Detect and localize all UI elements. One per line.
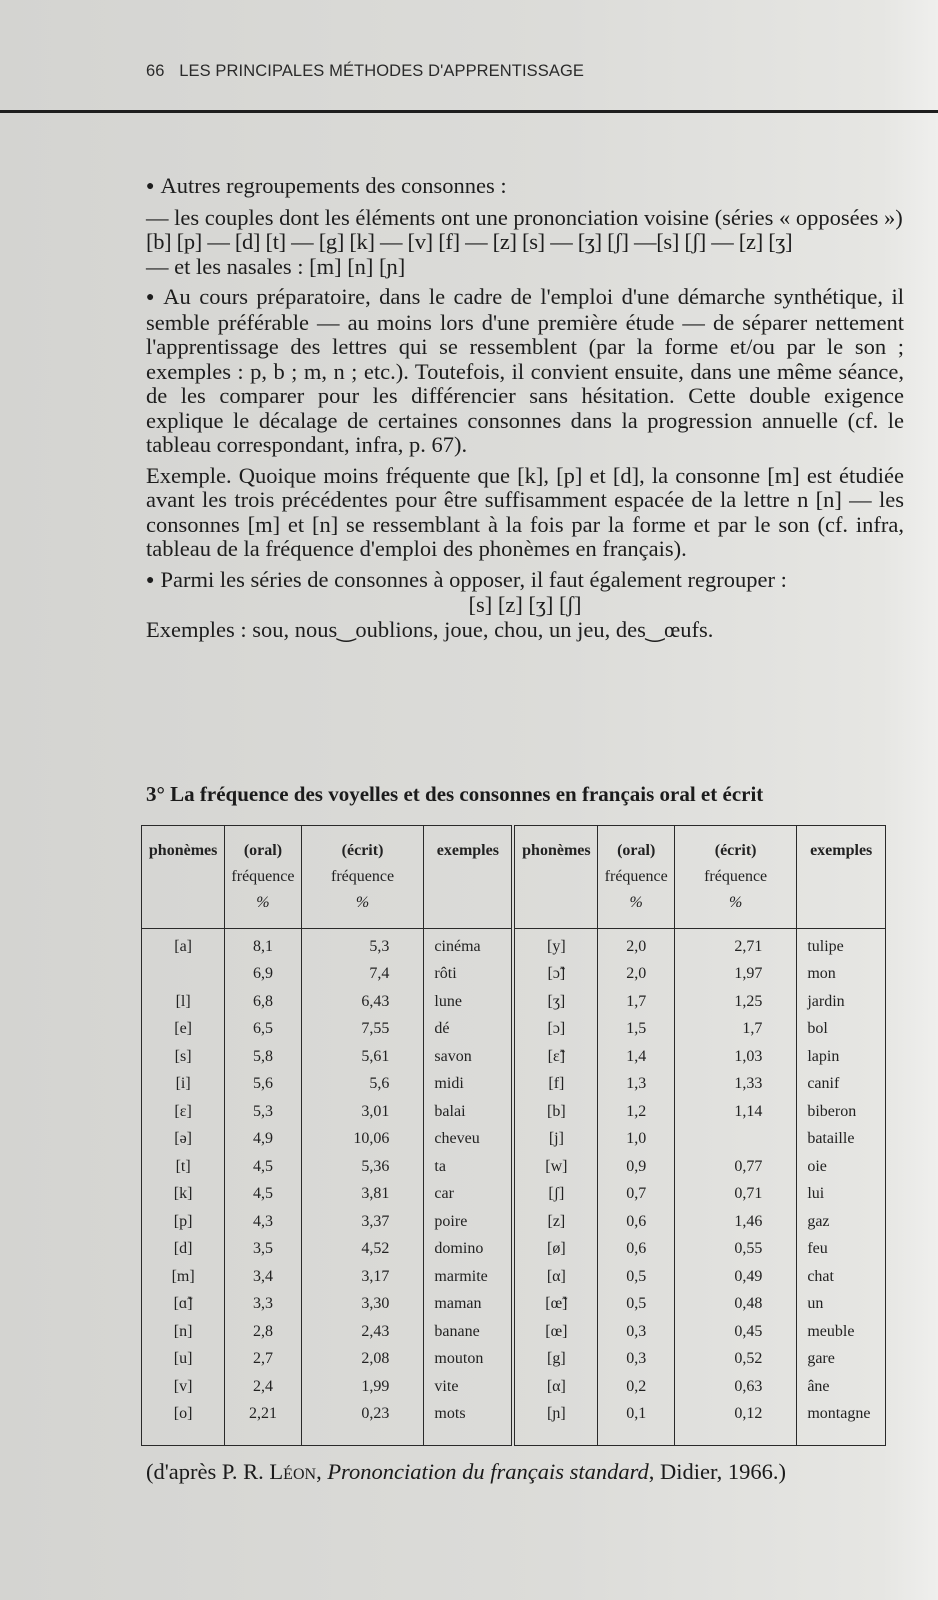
written-frequency-cell: 0,12 [674,1401,796,1446]
phoneme-cell: [u] [142,1346,225,1374]
example-cell: montagne [797,1401,886,1446]
page-number: 66 [146,62,165,80]
phoneme-cell: [s] [142,1043,225,1071]
written-frequency-cell: 2,71 [674,929,796,961]
example-cell: vite [424,1373,513,1401]
table-row [142,1401,886,1446]
phoneme-cell: [ʒ] [513,988,598,1016]
oral-frequency-cell: 1,2 [598,1098,674,1126]
example-cell: oie [797,1153,886,1181]
example-cell: mouton [424,1346,513,1374]
written-frequency-cell: 1,33 [674,1071,796,1099]
table-header-row [142,826,886,929]
citation-prefix: (d'après P. R. [146,1459,270,1484]
example-cell: cinéma [424,929,513,961]
bullet-icon: ● [146,179,155,194]
example-cell: midi [424,1071,513,1099]
header-exemples: exemples [797,826,886,929]
phoneme-cell: [k] [142,1181,225,1209]
oral-frequency-cell: 2,0 [598,961,674,989]
phoneme-cell: [t] [142,1153,225,1181]
oral-frequency-cell: 0,5 [598,1263,674,1291]
table-row [142,1236,886,1264]
oral-frequency-cell: 6,5 [225,1016,301,1044]
oral-frequency-cell: 5,6 [225,1071,301,1099]
oral-frequency-cell: 0,6 [598,1208,674,1236]
written-frequency-cell: 2,43 [301,1318,424,1346]
example-cell: savon [424,1043,513,1071]
header-oral: (oral) fréquence % [225,826,301,929]
paragraph-exemples: Exemples : sou, nous‿oublions, joue, chou, un jeu, des‿œufs. [146,616,714,642]
header-exemples: exemples [424,826,513,929]
phoneme-cell: [α] [513,1373,598,1401]
oral-frequency-cell: 6,9 [225,961,301,989]
written-frequency-cell: 2,08 [301,1346,424,1374]
example-cell: domino [424,1236,513,1264]
paragraph-cours-preparatoire [146,285,904,458]
table-row [142,1318,886,1346]
example-cell: banane [424,1318,513,1346]
oral-frequency-cell: 3,4 [225,1263,301,1291]
oral-frequency-cell: 8,1 [225,929,301,961]
example-cell: âne [797,1373,886,1401]
oral-frequency-cell: 3,3 [225,1291,301,1319]
oral-frequency-cell: 0,3 [598,1318,674,1346]
bullet-icon: ● [146,290,158,305]
example-cell: bataille [797,1126,886,1154]
table-row [142,1098,886,1126]
example-cell: gaz [797,1208,886,1236]
phoneme-cell: [e] [142,1016,225,1044]
oral-frequency-cell: 1,4 [598,1043,674,1071]
phoneme-cell: [z] [513,1208,598,1236]
table-row [142,1071,886,1099]
table-row [142,1208,886,1236]
text: Au cours préparatoire, dans le cadre de l'emploi d'une démarche synthétique, il semble préférable — au moins lors d'une première étude — de séparer nettement l'apprentissage des lettres qui se ressemblent (par la forme et/ou par le son ; exemples : p, b ; m, n ; etc.). Toutefois, il convient ensuite, dans une même séance, de les comparer pour les différencier sans hésitation. Cette double exigence explique le décalage de certaines consonnes dans la progression annuelle (cf. le tableau correspondant, infra, p. 67). [146,284,904,457]
example-cell: feu [797,1236,886,1264]
text: Autres regroupements des consonnes : [160,173,507,198]
phoneme-cell: [v] [142,1373,225,1401]
phoneme-cell: [α] [513,1263,598,1291]
written-frequency-cell: 7,4 [301,961,424,989]
oral-frequency-cell: 2,4 [225,1373,301,1401]
header-oral: (oral) fréquence % [598,826,674,929]
written-frequency-cell: 7,55 [301,1016,424,1044]
phoneme-cell: [ɔ̃] [513,961,598,989]
phoneme-cell: [i] [142,1071,225,1099]
header-ecrit: (écrit) fréquence % [674,826,796,929]
phoneme-cell: [œ̃] [513,1291,598,1319]
consonant-series: [s] [z] [ʒ] [ʃ] [468,592,582,617]
header-phonemes: phonèmes [513,826,598,929]
phoneme-cell: [p] [142,1208,225,1236]
citation-sep: , [316,1459,328,1484]
phoneme-cell: [a] [142,929,225,961]
example-cell: jardin [797,988,886,1016]
written-frequency-cell: 3,37 [301,1208,424,1236]
example-cell: maman [424,1291,513,1319]
phoneme-cell: [d] [142,1236,225,1264]
phoneme-cell: [f] [513,1071,598,1099]
table-row [142,961,886,989]
phoneme-cell: [y] [513,929,598,961]
oral-frequency-cell: 1,7 [598,988,674,1016]
written-frequency-cell: 1,14 [674,1098,796,1126]
header-phonemes: phonèmes [142,826,225,929]
written-frequency-cell: 1,25 [674,988,796,1016]
example-cell: ta [424,1153,513,1181]
oral-frequency-cell: 2,8 [225,1318,301,1346]
header-rule [0,110,938,113]
phoneme-cell: [g] [513,1346,598,1374]
phoneme-cell: [ɔ] [513,1016,598,1044]
example-cell: lune [424,988,513,1016]
example-cell: dé [424,1016,513,1044]
paragraph-nasales: — et les nasales : [m] [n] [ɲ] [146,253,406,279]
table-row [142,1373,886,1401]
citation-author: Léon [269,1459,317,1484]
phoneme-cell: [n] [142,1318,225,1346]
header-ecrit: (écrit) fréquence % [301,826,424,929]
written-frequency-cell: 3,30 [301,1291,424,1319]
example-cell: tulipe [797,929,886,961]
written-frequency-cell: 1,97 [674,961,796,989]
bullet-icon: ● [146,572,155,588]
written-frequency-cell: 1,46 [674,1208,796,1236]
written-frequency-cell: 0,48 [674,1291,796,1319]
citation-suffix: , Didier, 1966.) [648,1459,786,1484]
table-row [142,1346,886,1374]
written-frequency-cell: 3,81 [301,1181,424,1209]
oral-frequency-cell: 0,6 [598,1236,674,1264]
table-row [142,1153,886,1181]
oral-frequency-cell: 4,5 [225,1153,301,1181]
paragraph-couples: — les couples dont les éléments ont une prononciation voisine (séries « opposées ») [146,204,903,230]
written-frequency-cell: 5,36 [301,1153,424,1181]
oral-frequency-cell: 2,7 [225,1346,301,1374]
written-frequency-cell: 0,23 [301,1401,424,1446]
paragraph-regroupements [146,174,904,200]
example-cell: meuble [797,1318,886,1346]
phoneme-cell: [l] [142,988,225,1016]
citation-work: Prononciation du français standard [327,1459,649,1484]
example-cell: marmite [424,1263,513,1291]
table-row [142,1263,886,1291]
example-cell: lui [797,1181,886,1209]
example-cell: un [797,1291,886,1319]
phoneme-cell: [ɛ̃] [513,1043,598,1071]
oral-frequency-cell: 5,8 [225,1043,301,1071]
written-frequency-cell: 0,63 [674,1373,796,1401]
written-frequency-cell: 1,99 [301,1373,424,1401]
oral-frequency-cell: 2,0 [598,929,674,961]
example-cell: cheveu [424,1126,513,1154]
paragraph-series [146,568,904,594]
written-frequency-cell: 4,52 [301,1236,424,1264]
text: Parmi les séries de consonnes à opposer, il faut également regrouper : [160,566,787,592]
consonant-pairs: [b] [p] — [d] [t] — [g] [k] — [v] [f] — [z] [s] — [ʒ] [ʃ] —[s] [ʃ] — [z] [ʒ] [146,229,793,254]
example-cell: bol [797,1016,886,1044]
written-frequency-cell: 5,3 [301,929,424,961]
written-frequency-cell: 0,55 [674,1236,796,1264]
written-frequency-cell: 0,49 [674,1263,796,1291]
example-cell: chat [797,1263,886,1291]
table-row [142,1126,886,1154]
oral-frequency-cell: 3,5 [225,1236,301,1264]
body-text [146,174,904,642]
section-title: 3° La fréquence des voyelles et des consonnes en français oral et écrit [146,782,764,806]
table-row [142,988,886,1016]
table-row [142,1043,886,1071]
written-frequency-cell [674,1126,796,1154]
table-row [142,1181,886,1209]
example-cell: gare [797,1346,886,1374]
phoneme-cell: [ɑ̃] [142,1291,225,1319]
phoneme-cell: [ø] [513,1236,598,1264]
example-cell: mots [424,1401,513,1446]
written-frequency-cell: 3,17 [301,1263,424,1291]
oral-frequency-cell: 4,9 [225,1126,301,1154]
example-cell: poire [424,1208,513,1236]
oral-frequency-cell: 0,1 [598,1401,674,1446]
phoneme-cell: [b] [513,1098,598,1126]
oral-frequency-cell: 1,0 [598,1126,674,1154]
written-frequency-cell: 5,61 [301,1043,424,1071]
oral-frequency-cell: 1,5 [598,1016,674,1044]
written-frequency-cell: 10,06 [301,1126,424,1154]
phoneme-cell: [w] [513,1153,598,1181]
written-frequency-cell: 0,52 [674,1346,796,1374]
table-row [142,1016,886,1044]
example-cell: lapin [797,1043,886,1071]
written-frequency-cell: 0,45 [674,1318,796,1346]
phoneme-cell: [ʃ] [513,1181,598,1209]
oral-frequency-cell: 1,3 [598,1071,674,1099]
example-cell: balai [424,1098,513,1126]
table-row [142,1291,886,1319]
oral-frequency-cell: 0,9 [598,1153,674,1181]
oral-frequency-cell: 0,3 [598,1346,674,1374]
example-cell: car [424,1181,513,1209]
oral-frequency-cell: 2,21 [225,1401,301,1446]
phoneme-cell: [ɲ] [513,1401,598,1446]
citation [146,1460,904,1485]
phoneme-cell: [j] [513,1126,598,1154]
phoneme-cell: [m] [142,1263,225,1291]
written-frequency-cell: 0,71 [674,1181,796,1209]
oral-frequency-cell: 0,2 [598,1373,674,1401]
phoneme-frequency-table [141,825,886,1446]
oral-frequency-cell: 5,3 [225,1098,301,1126]
phoneme-cell: [ɛ] [142,1098,225,1126]
example-cell: biberon [797,1098,886,1126]
phoneme-cell: [œ] [513,1318,598,1346]
written-frequency-cell: 3,01 [301,1098,424,1126]
written-frequency-cell: 0,77 [674,1153,796,1181]
example-cell: rôti [424,961,513,989]
oral-frequency-cell: 4,5 [225,1181,301,1209]
table-row [142,929,886,961]
oral-frequency-cell: 0,7 [598,1181,674,1209]
written-frequency-cell: 1,7 [674,1016,796,1044]
phoneme-cell: [ə] [142,1126,225,1154]
paragraph-exemple: Exemple. Quoique moins fréquente que [k], [p] et [d], la consonne [m] est étudiée avant les trois précédentes pour être suffisamment espacée de la lettre n [n] — les consonnes [m] et [n] se ressemblant à la fois par la forme et par le son (cf. infra, tableau de la fréquence d'emploi des phonèmes en français). [146,462,904,561]
written-frequency-cell: 6,43 [301,988,424,1016]
phoneme-cell [142,961,225,989]
example-cell: canif [797,1071,886,1099]
written-frequency-cell: 5,6 [301,1071,424,1099]
oral-frequency-cell: 4,3 [225,1208,301,1236]
running-title: LES PRINCIPALES MÉTHODES D'APPRENTISSAGE [179,62,585,80]
written-frequency-cell: 1,03 [674,1043,796,1071]
running-head [146,62,584,81]
oral-frequency-cell: 6,8 [225,988,301,1016]
oral-frequency-cell: 0,5 [598,1291,674,1319]
example-cell: mon [797,961,886,989]
phoneme-cell: [o] [142,1401,225,1446]
